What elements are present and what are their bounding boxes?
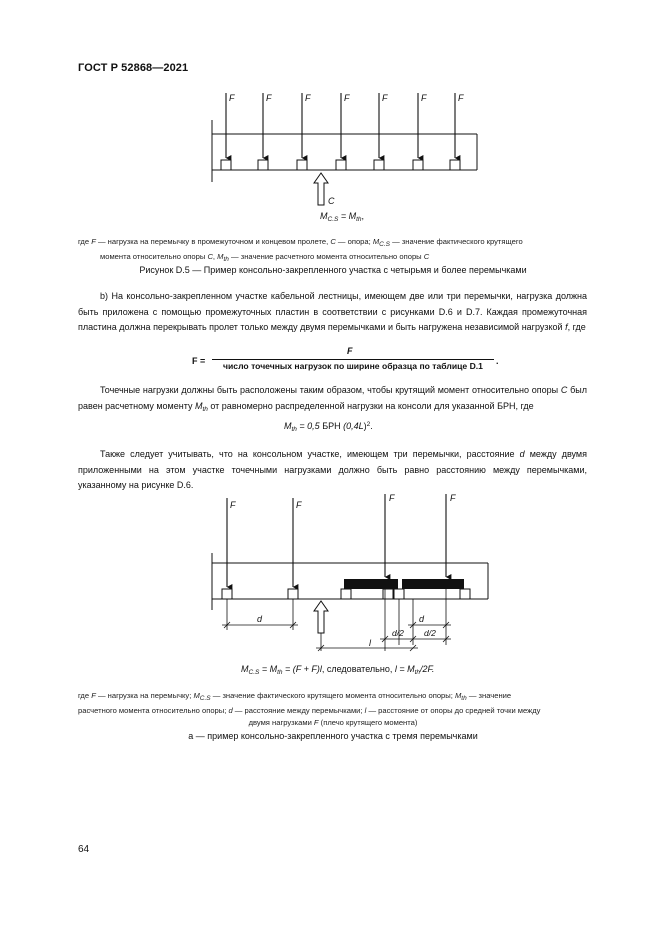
support-label: C xyxy=(328,196,335,206)
figure-d6-load-plates xyxy=(344,579,464,589)
dim-label-d: d xyxy=(257,614,263,624)
force-label: F xyxy=(229,93,235,103)
paragraph-also: Также следует учитывать, что на консольном участке, имеющем три перемычки, расстояние d между двумя приложенными на этом участке точечными нагрузками должно быть равно расстоянию между перемычками, указанному на рисунке D.6. xyxy=(78,449,587,490)
force-label: F xyxy=(266,93,272,103)
force-label: F xyxy=(305,93,311,103)
formula-mth: $M_{th} = 0,5$ БРН $(0,4L)^2$. xyxy=(284,421,373,433)
figure-d6-force-labels xyxy=(230,493,456,510)
paragraph-point-loads: Точечные нагрузки должны быть расположены таким образом, чтобы крутящий момент относительно опоры C был равен расчетному моменту $M_{th}$ от равномерно распределенной нагрузки на консоли для указанной БРН, где xyxy=(78,385,587,413)
dim-label-l: l xyxy=(369,638,371,648)
dim-label-d: d xyxy=(419,614,425,624)
page-number: 64 xyxy=(78,844,90,855)
force-label: F xyxy=(296,500,302,510)
support-arrow-icon xyxy=(314,601,328,633)
figure-d5-formula: $M_{C.S} = M_{th}$, xyxy=(320,211,365,223)
force-label: F xyxy=(389,493,395,503)
force-label: F xyxy=(344,93,350,103)
paragraph-b: b) На консольно-закрепленном участке кабельной лестницы, имеющем две или три перемычки, нагрузка должна быть приложена с помощью промежуточных пластин в соответствии с рисунками D.6 и D.7. Каждая промежуточная пластина должна перекрывать пролет только между двумя перемычками и быть нагружена независимой нагрузкой f, где xyxy=(78,291,587,332)
dim-label-d2: d/2 xyxy=(424,628,436,638)
force-label: F xyxy=(458,93,464,103)
figure-d6-caption: а — пример консольно-закрепленного участка с тремя перемычками xyxy=(188,731,478,741)
figure-d6-dimension-labels xyxy=(257,614,436,648)
figure-d6-formula: $M_{C.S} = M_{th} = (F + F)l$, следовательно, $l = M_{th}/2F$. xyxy=(241,664,435,676)
force-label: F xyxy=(421,93,427,103)
figure-d5-notes: где F — нагрузка на перемычку в промежуточном и концевом пролете, C — опора; $M_{C.S}$ — значение фактического крутящего момента относительно опоры C, $M_{th}$ — значение расчетного момента относительно опоры C xyxy=(78,237,523,263)
force-label: F xyxy=(450,493,456,503)
force-label: F xyxy=(382,93,388,103)
figure-d6-rungs xyxy=(222,589,470,599)
figure-d6-force-arrows xyxy=(227,494,446,587)
force-label: F xyxy=(230,500,236,510)
figure-d5-caption: Рисунок D.5 — Пример консольно-закрепленного участка с четырьмя и более перемычками xyxy=(139,265,527,275)
document-header: ГОСТ Р 52868—2021 xyxy=(78,62,189,74)
dim-label-d2: d/2 xyxy=(392,628,404,638)
figure-d6-notes: где F — нагрузка на перемычку; $M_{C.S}$ — значение фактического крутящего момента относительно опоры; $M_{th}$ — значение расчетного момента относительно опоры; d — расстояние между перемычками; l — расстояние от опоры до средней точки между двумя нагрузками F (плечо крутящего момента) xyxy=(78,691,541,727)
formula-f: F = F число точечных нагрузок по ширине образца по таблице D.1 . xyxy=(192,346,499,371)
